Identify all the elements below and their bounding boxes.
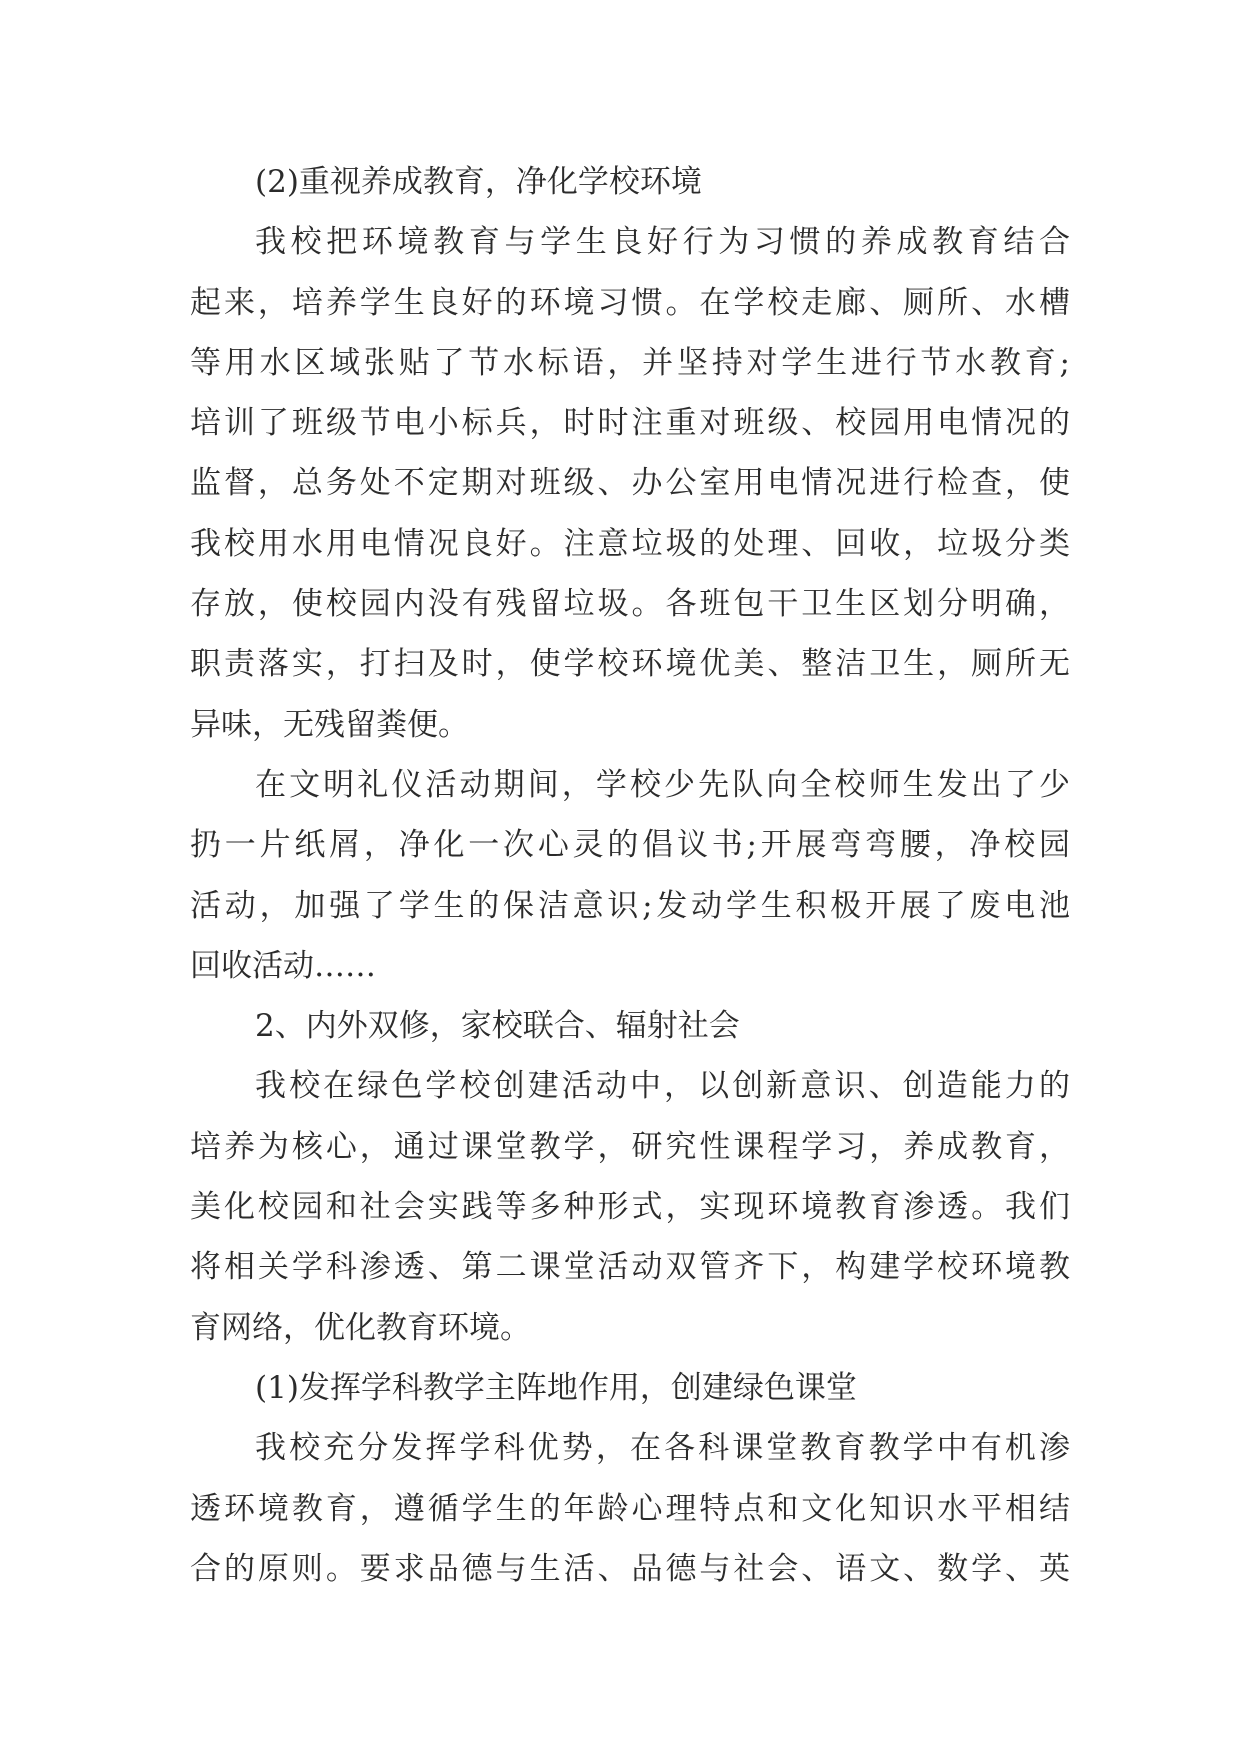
section-heading-home-school: 2、内外双修，家校联合、辐射社会: [255, 1008, 740, 1045]
paragraph-line: 起来，培养学生良好的环境习惯。在学校走廊、厕所、水槽: [190, 284, 1070, 321]
paragraph-line: 将相关学科渗透、第二课堂活动双管齐下，构建学校环境教: [190, 1249, 1070, 1286]
section-heading-green-classroom: (1)发挥学科教学主阵地作用，创建绿色课堂: [255, 1369, 857, 1406]
paragraph-line: 存放，使校园内没有残留垃圾。各班包干卫生区划分明确，: [190, 586, 1070, 623]
paragraph-line: 合的原则。要求品德与生活、品德与社会、语文、数学、英: [190, 1550, 1070, 1587]
paragraph-line: 在文明礼仪活动期间，学校少先队向全校师生发出了少: [255, 766, 1070, 803]
paragraph-line: 培训了班级节电小标兵，时时注重对班级、校园用电情况的: [190, 405, 1070, 442]
paragraph-line: 我校在绿色学校创建活动中，以创新意识、创造能力的: [255, 1068, 1070, 1105]
paragraph-line: 活动，加强了学生的保洁意识;发动学生积极开展了废电池: [190, 887, 1070, 924]
paragraph-line: 育网络，优化教育环境。: [190, 1309, 531, 1346]
section-heading-habit-education: (2)重视养成教育，净化学校环境: [255, 164, 702, 200]
paragraph-line: 扔一片纸屑，净化一次心灵的倡议书;开展弯弯腰，净校园: [190, 827, 1070, 864]
document-body: [190, 152, 1070, 1599]
paragraph-line: 等用水区域张贴了节水标语，并坚持对学生进行节水教育;: [190, 344, 1070, 381]
paragraph-line: 培养为核心，通过课堂教学，研究性课程学习，养成教育，: [190, 1128, 1070, 1165]
paragraph-line: 我校充分发挥学科优势，在各科课堂教育教学中有机渗: [255, 1430, 1070, 1467]
paragraph-line: 美化校园和社会实践等多种形式，实现环境教育渗透。我们: [190, 1189, 1070, 1226]
paragraph-line: 职责落实，打扫及时，使学校环境优美、整洁卫生，厕所无: [190, 646, 1070, 683]
paragraph-line: 监督，总务处不定期对班级、办公室用电情况进行检查，使: [190, 465, 1070, 502]
paragraph-line: 我校把环境教育与学生良好行为习惯的养成教育结合: [255, 224, 1070, 261]
paragraph-line: 透环境教育，遵循学生的年龄心理特点和文化知识水平相结: [190, 1490, 1070, 1527]
paragraph-line: 异味，无残留粪便。: [190, 706, 469, 743]
paragraph-line: 回收活动……: [190, 947, 376, 984]
paragraph-line: 我校用水用电情况良好。注意垃圾的处理、回收，垃圾分类: [190, 525, 1070, 562]
